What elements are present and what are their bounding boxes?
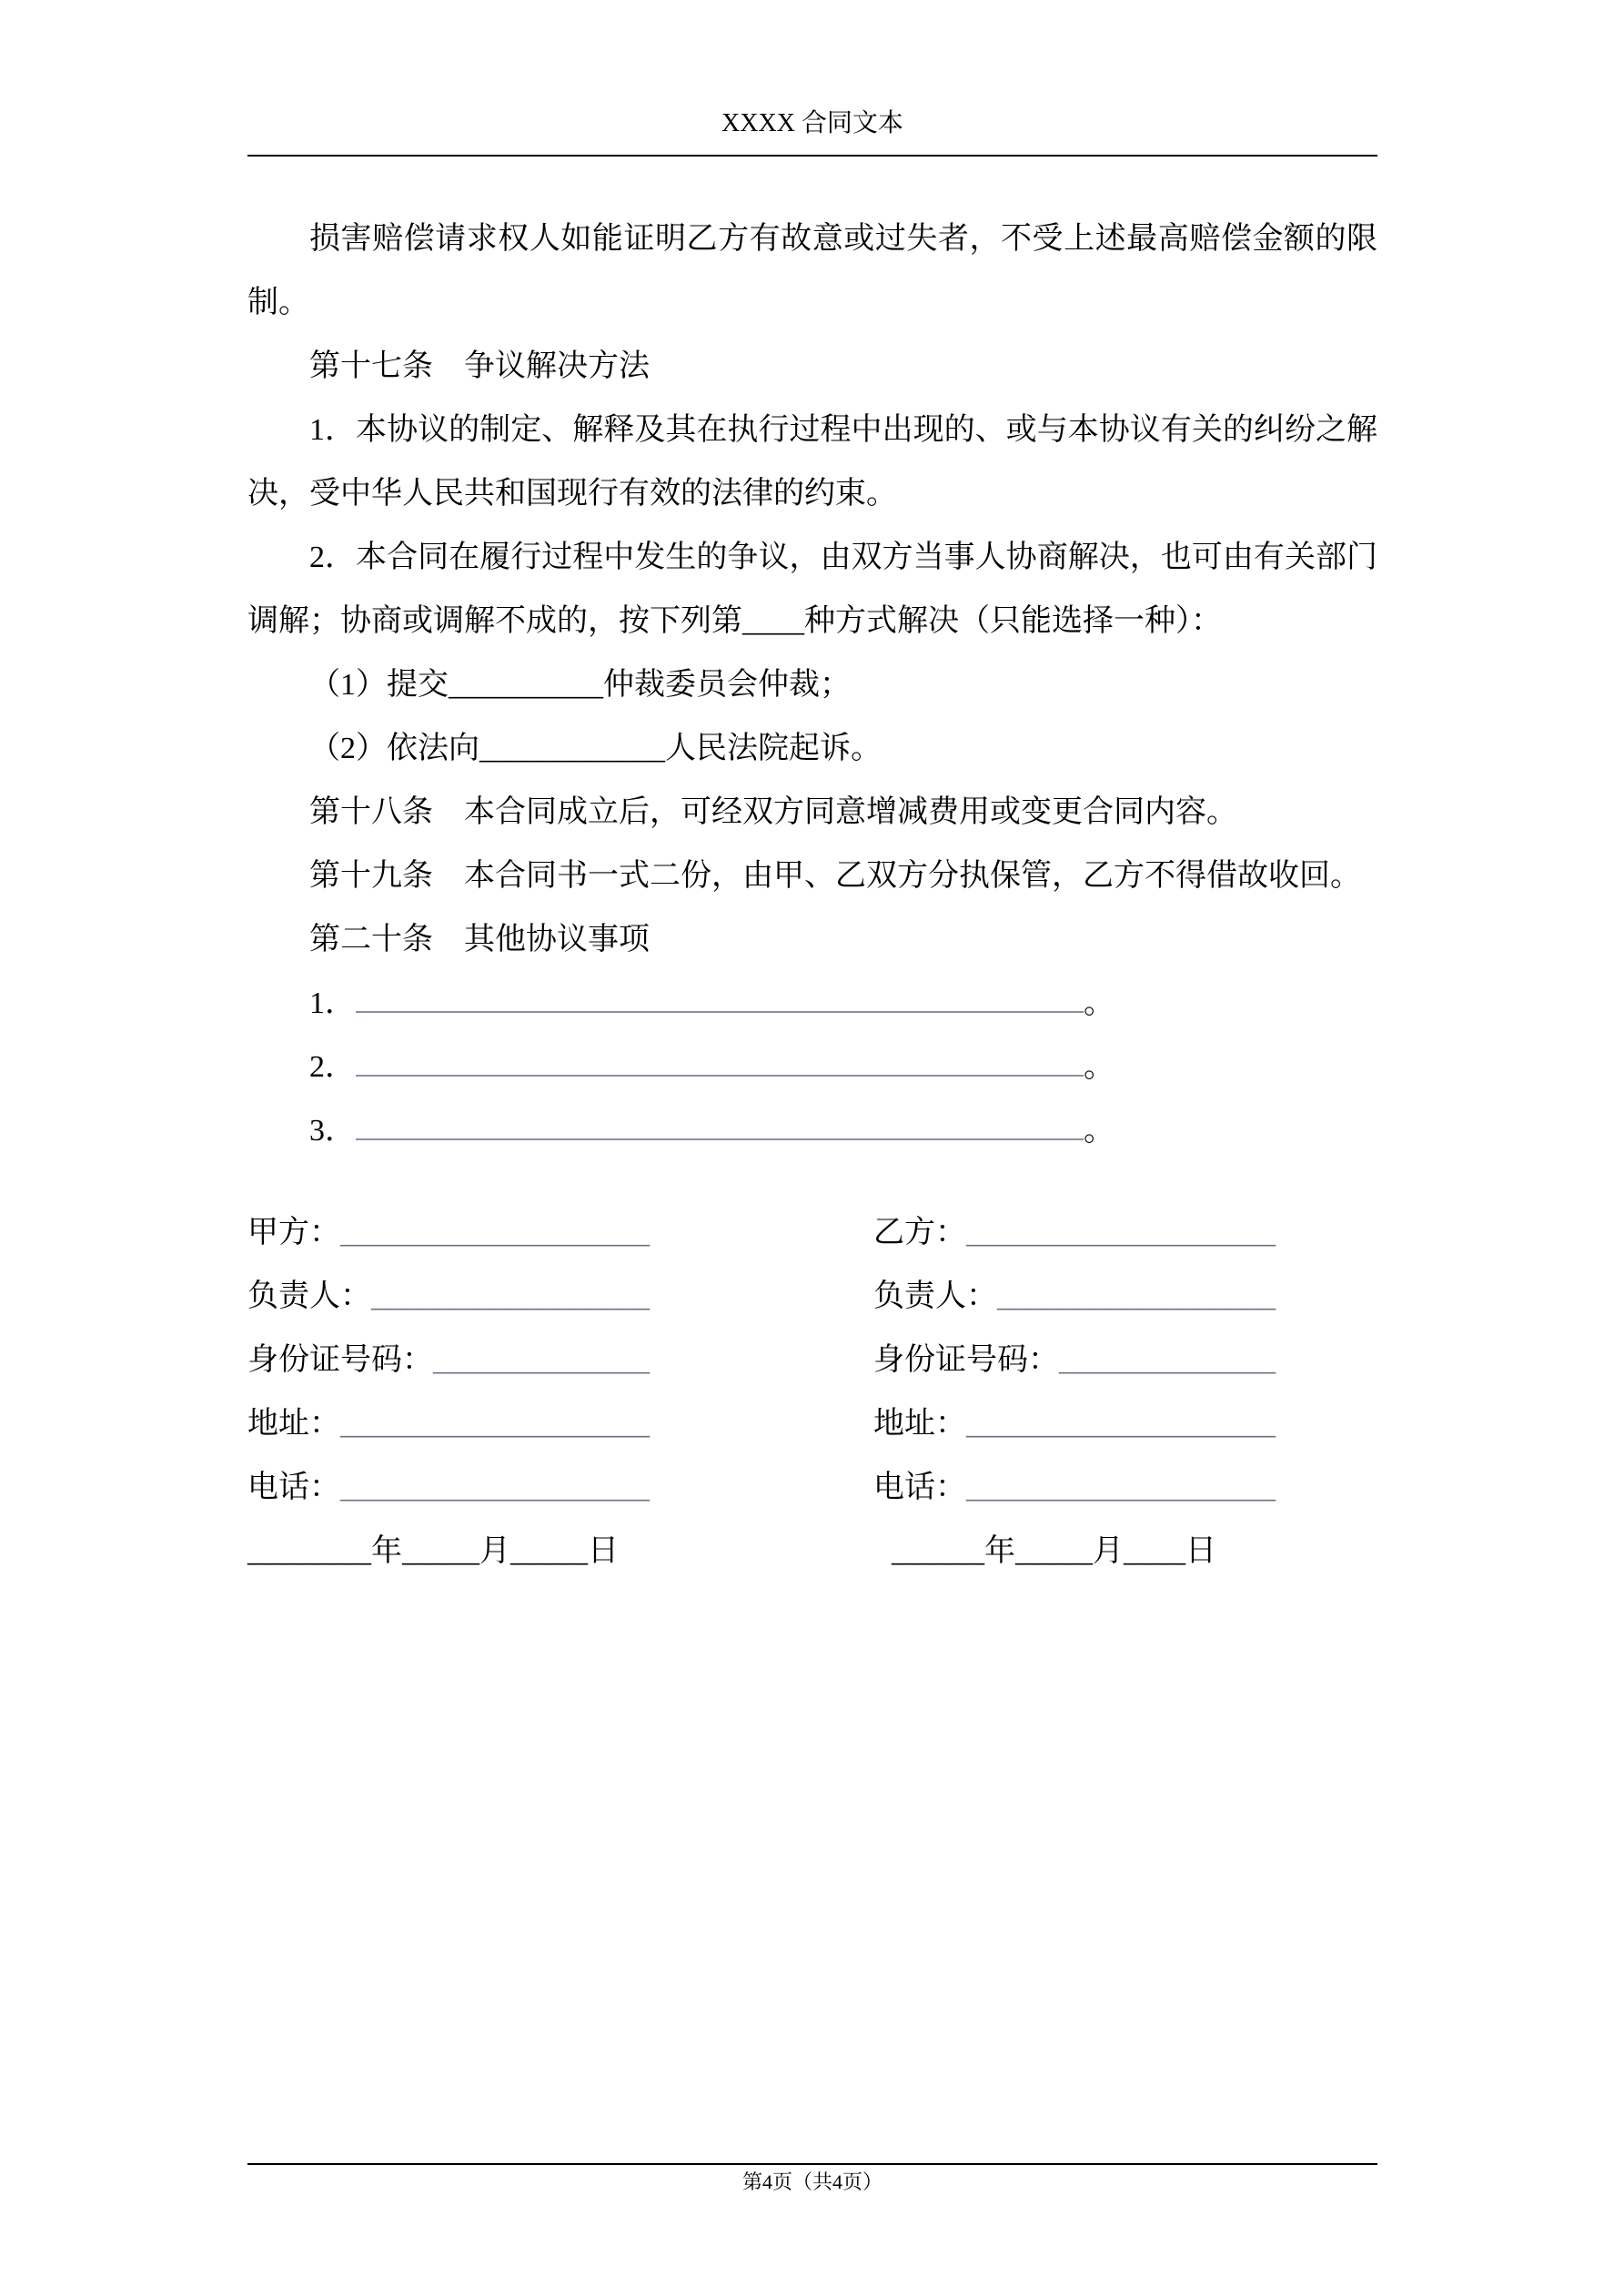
fill-blank: ____________________ [966,1216,1276,1249]
row-label: 地址： [247,1407,340,1441]
party-a-responsible-row [247,1265,873,1329]
party-b-date-row: ______年_____月____日 [892,1534,1216,1568]
item-number: 2． [309,1050,356,1084]
clause-20-heading: 第二十条 其他协议事项 [309,923,650,956]
party-a-address-row [247,1392,873,1456]
row-label: 电话： [873,1471,966,1504]
party-a-name-row [247,1201,873,1265]
row-label: 电话： [247,1471,340,1504]
clause-17-item-1: 1．本协议的制定、解释及其在执行过程中出现的、或与本协议有关的纠纷之解决，受中华人民共和国现行有效的法律的约束。 [247,413,1377,511]
court-option: （2）依法向____________人民法院起诉。 [309,732,882,765]
clause-19: 第十九条 本合同书一式二份，由甲、乙双方分执保管，乙方不得借故收回。 [309,859,1361,893]
row-label: 身份证号码： [247,1343,433,1377]
party-a-id-row [247,1329,873,1392]
fill-blank: ____________________ [966,1471,1276,1504]
blank-line [356,1007,1084,1013]
clause-17-item-2: 2．本合同在履行过程中发生的争议，由双方当事人协商解决，也可由有关部门调解；协商或调解不成的，按下列第____种方式解决（只能选择一种）： [247,541,1377,638]
row-label: 负责人： [247,1279,371,1313]
row-label: 负责人： [873,1279,997,1313]
fill-blank: __________________ [371,1279,650,1313]
item-period: 。 [1084,1114,1115,1148]
other-agreement-blank-2 [247,1036,1377,1099]
fill-blank: __________________ [997,1279,1276,1313]
item-period: 。 [1084,986,1115,1020]
row-label: 地址： [873,1407,966,1441]
party-a-signature-block [247,1201,873,1583]
item-number: 3． [309,1114,356,1148]
damages-limit-clause-text: 损害赔偿请求权人如能证明乙方有故意或过失者，不受上述最高赔偿金额的限制。 [247,222,1377,319]
item-period: 。 [1084,1050,1115,1084]
blank-line [356,1071,1084,1077]
document-header [247,0,1377,157]
row-label: 身份证号码： [873,1343,1059,1377]
document-footer [247,2163,1377,2194]
header-title: XXXX 合同文本 [721,109,903,137]
item-number: 1． [309,986,356,1020]
arbitration-option: （1）提交__________仲裁委员会仲裁； [309,668,851,702]
page-number: 第4页（共4页） [741,2170,883,2193]
fill-blank: ____________________ [340,1407,650,1441]
clause-18: 第十八条 本合同成立后，可经双方同意增减费用或变更合同内容。 [309,795,1237,829]
party-b-name-row [873,1201,1377,1265]
party-b-phone-row [873,1456,1377,1520]
document-body [247,157,1377,1163]
row-label: 乙方： [873,1216,966,1249]
fill-blank: ____________________ [966,1407,1276,1441]
party-b-responsible-row [873,1265,1377,1329]
fill-blank: ______________ [433,1343,650,1377]
party-a-date-row: ________年_____月_____日 [247,1534,619,1568]
fill-blank: ____________________ [340,1471,650,1504]
clause-17-heading: 第十七条 争议解决方法 [309,349,650,383]
signature-section [247,1201,1377,1583]
party-b-signature-block [873,1201,1377,1583]
fill-blank: ______________ [1059,1343,1276,1377]
other-agreement-blank-1 [247,972,1377,1036]
blank-line [356,1135,1084,1140]
other-agreement-blank-3 [247,1099,1377,1163]
party-b-address-row [873,1392,1377,1456]
party-b-id-row [873,1329,1377,1392]
fill-blank: ____________________ [340,1216,650,1249]
party-a-phone-row [247,1456,873,1520]
row-label: 甲方： [247,1216,340,1249]
